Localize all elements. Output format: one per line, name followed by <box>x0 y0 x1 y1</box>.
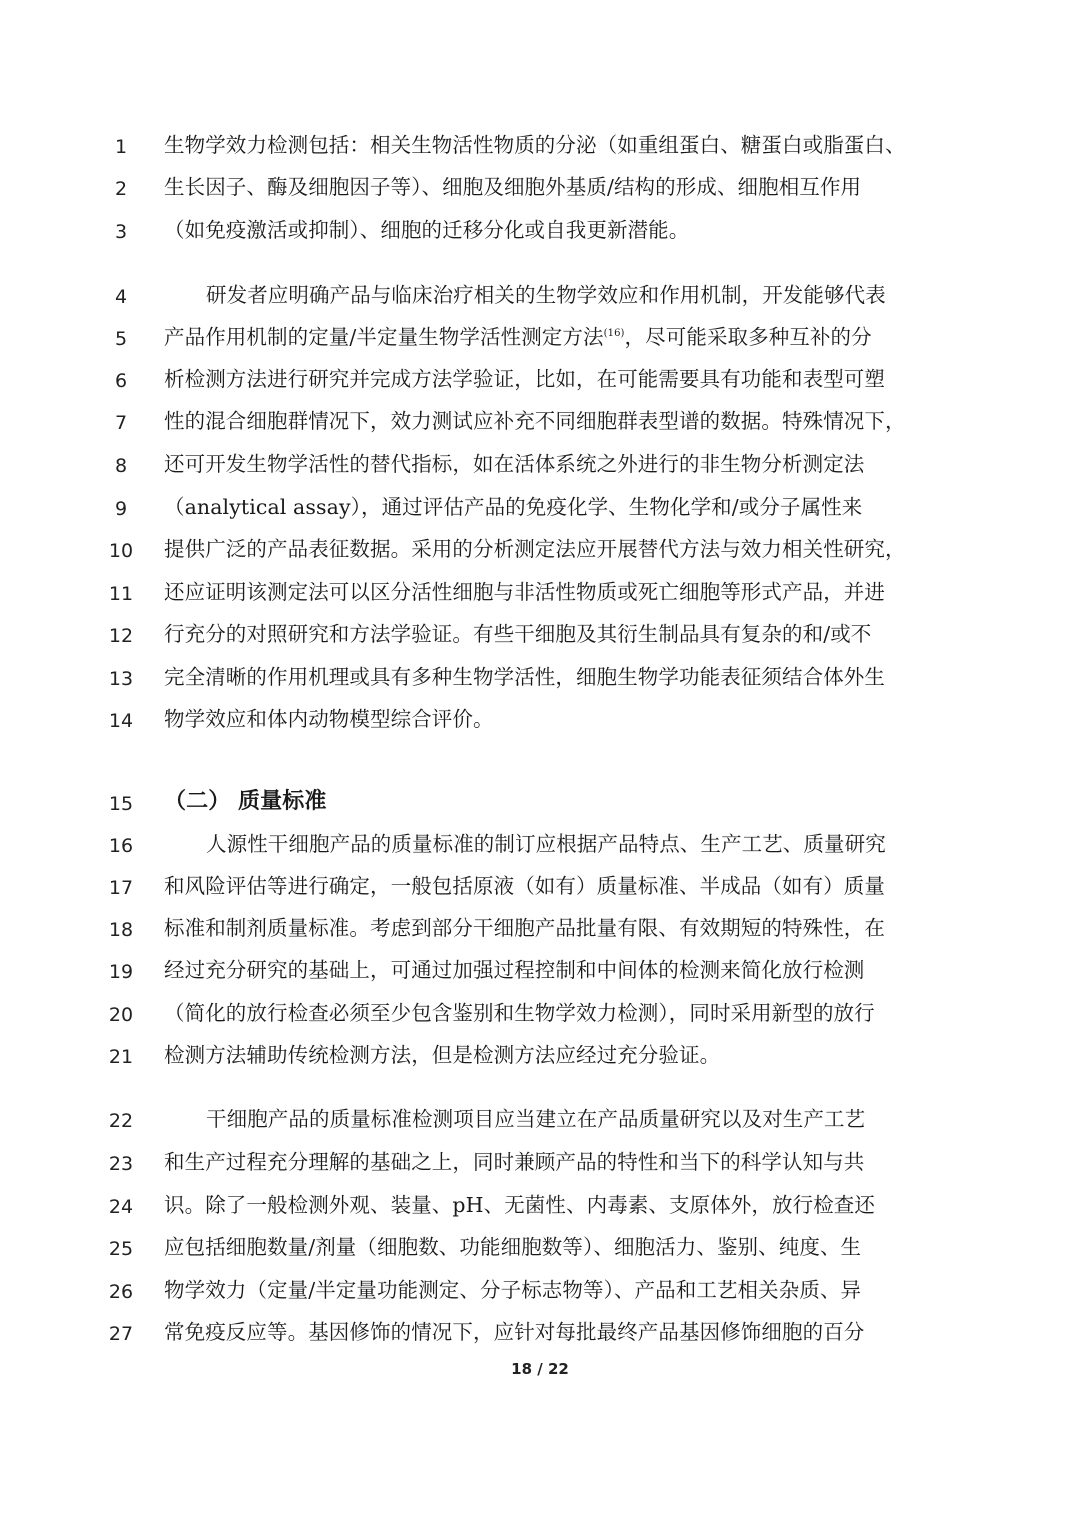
line-number: 25 <box>108 1238 134 1260</box>
text-line <box>0 1098 1080 1140</box>
line-text: 常免疫反应等。基因修饰的情况下，应针对每批最终产品基因修饰细胞的百分 <box>164 1320 865 1344</box>
text-line <box>0 1184 1080 1226</box>
line-number: 7 <box>114 412 128 434</box>
line-number: 2 <box>114 178 128 200</box>
text-line <box>0 358 1080 400</box>
text-line <box>0 656 1080 698</box>
line-text: 生物学效力检测包括：相关生物活性物质的分泌（如重组蛋白、糖蛋白或脂蛋白、 <box>164 133 906 157</box>
line-number: 6 <box>114 370 128 392</box>
text-line <box>0 209 1080 251</box>
line-text <box>164 316 924 358</box>
line-text: 经过充分研究的基础上，可通过加强过程控制和中间体的检测来简化放行检测 <box>164 958 865 982</box>
text-line <box>0 1226 1080 1268</box>
line-text: 人源性干细胞产品的质量标准的制订应根据产品特点、生产工艺、质量研究 <box>206 832 886 856</box>
line-number: 4 <box>114 286 128 308</box>
line-text: 标准和制剂质量标准。考虑到部分干细胞产品批量有限、有效期短的特殊性，在 <box>164 916 885 940</box>
line-number: 3 <box>114 221 128 243</box>
text-line <box>0 166 1080 208</box>
text-line <box>0 1034 1080 1076</box>
line-text: 提供广泛的产品表征数据。采用的分析测定法应开展替代方法与效力相关性研究， <box>164 537 906 561</box>
text-line <box>0 1269 1080 1311</box>
text-line <box>0 1141 1080 1183</box>
line-text: 和生产过程充分理解的基础之上，同时兼顾产品的特性和当下的科学认知与共 <box>164 1150 865 1174</box>
text-line <box>0 124 1080 166</box>
line-number: 12 <box>108 625 134 647</box>
line-number: 11 <box>108 583 134 605</box>
line-number: 13 <box>108 668 134 690</box>
line-text: 识。除了一般检测外观、装量、pH、无菌性、内毒素、支原体外，放行检查还 <box>164 1193 875 1217</box>
line-number: 21 <box>108 1046 134 1068</box>
line-number: 14 <box>108 710 134 732</box>
text-line <box>0 907 1080 949</box>
line-number: 19 <box>108 961 134 983</box>
line-number: 5 <box>114 328 128 350</box>
text-line <box>0 865 1080 907</box>
line-text: 研发者应明确产品与临床治疗相关的生物学效应和作用机制，开发能够代表 <box>206 283 886 307</box>
line-number: 16 <box>108 835 134 857</box>
section-heading: （二） 质量标准 <box>164 789 327 814</box>
line-text: 干细胞产品的质量标准检测项目应当建立在产品质量研究以及对生产工艺 <box>206 1107 866 1131</box>
line-text: 析检测方法进行研究并完成方法学验证，比如，在可能需要具有功能和表型可塑 <box>164 367 885 391</box>
text-line <box>0 274 1080 316</box>
page-number: 18 / 22 <box>511 1360 569 1378</box>
line-number: 22 <box>108 1110 134 1132</box>
text-line <box>0 698 1080 740</box>
line-text: （analytical assay），通过评估产品的免疫化学、生物化学和/或分子属性来 <box>164 495 863 519</box>
text-line <box>0 613 1080 655</box>
line-number: 10 <box>108 540 134 562</box>
line-text-after: ，尽可能采取多种互补的分 <box>624 325 872 349</box>
line-text: 和风险评估等进行确定，一般包括原液（如有）质量标准、半成品（如有）质量 <box>164 874 885 898</box>
line-text: 完全清晰的作用机理或具有多种生物学活性，细胞生物学功能表征须结合体外生 <box>164 665 885 689</box>
text-line <box>0 486 1080 528</box>
line-text: 还应证明该测定法可以区分活性细胞与非活性物质或死亡细胞等形式产品，并进 <box>164 580 885 604</box>
text-line <box>0 992 1080 1034</box>
line-text: 应包括细胞数量/剂量（细胞数、功能细胞数等）、细胞活力、鉴别、纯度、生 <box>164 1235 862 1259</box>
line-number: 1 <box>114 136 128 158</box>
line-number: 17 <box>108 877 134 899</box>
text-line <box>0 823 1080 865</box>
line-text: 还可开发生物学活性的替代指标，如在活体系统之外进行的非生物分析测定法 <box>164 452 865 476</box>
line-number: 20 <box>108 1004 134 1026</box>
line-number: 27 <box>108 1323 134 1345</box>
line-number: 26 <box>108 1281 134 1303</box>
line-text: 行充分的对照研究和方法学验证。有些干细胞及其衍生制品具有复杂的和/或不 <box>164 622 872 646</box>
line-number: 18 <box>108 919 134 941</box>
line-text: （简化的放行检查必须至少包含鉴别和生物学效力检测），同时采用新型的放行 <box>164 1001 875 1025</box>
line-text-before: 产品作用机制的定量/半定量生物学活性测定方法 <box>164 325 604 349</box>
line-text: 检测方法辅助传统检测方法，但是检测方法应经过充分验证。 <box>164 1043 721 1067</box>
text-line <box>0 571 1080 613</box>
text-line <box>0 400 1080 442</box>
line-number: 15 <box>108 793 134 815</box>
text-line <box>0 528 1080 570</box>
line-text: 性的混合细胞群情况下，效力测试应补充不同细胞群表型谱的数据。特殊情况下， <box>164 409 906 433</box>
text-line <box>0 443 1080 485</box>
line-number: 24 <box>108 1196 134 1218</box>
section-heading-line <box>0 781 1080 823</box>
line-number: 9 <box>114 498 128 520</box>
line-text: （如免疫激活或抑制）、细胞的迁移分化或自我更新潜能。 <box>164 218 690 242</box>
reference-marker: (16) <box>603 328 625 340</box>
text-line <box>0 316 1080 358</box>
line-number: 23 <box>108 1153 134 1175</box>
line-text: 生长因子、酶及细胞因子等）、细胞及细胞外基质/结构的形成、细胞相互作用 <box>164 175 862 199</box>
text-line <box>0 1311 1080 1353</box>
text-line <box>0 949 1080 991</box>
line-number: 8 <box>114 455 128 477</box>
line-text: 物学效力（定量/半定量功能测定、分子标志物等）、产品和工艺相关杂质、异 <box>164 1278 862 1302</box>
line-text: 物学效应和体内动物模型综合评价。 <box>164 707 494 731</box>
